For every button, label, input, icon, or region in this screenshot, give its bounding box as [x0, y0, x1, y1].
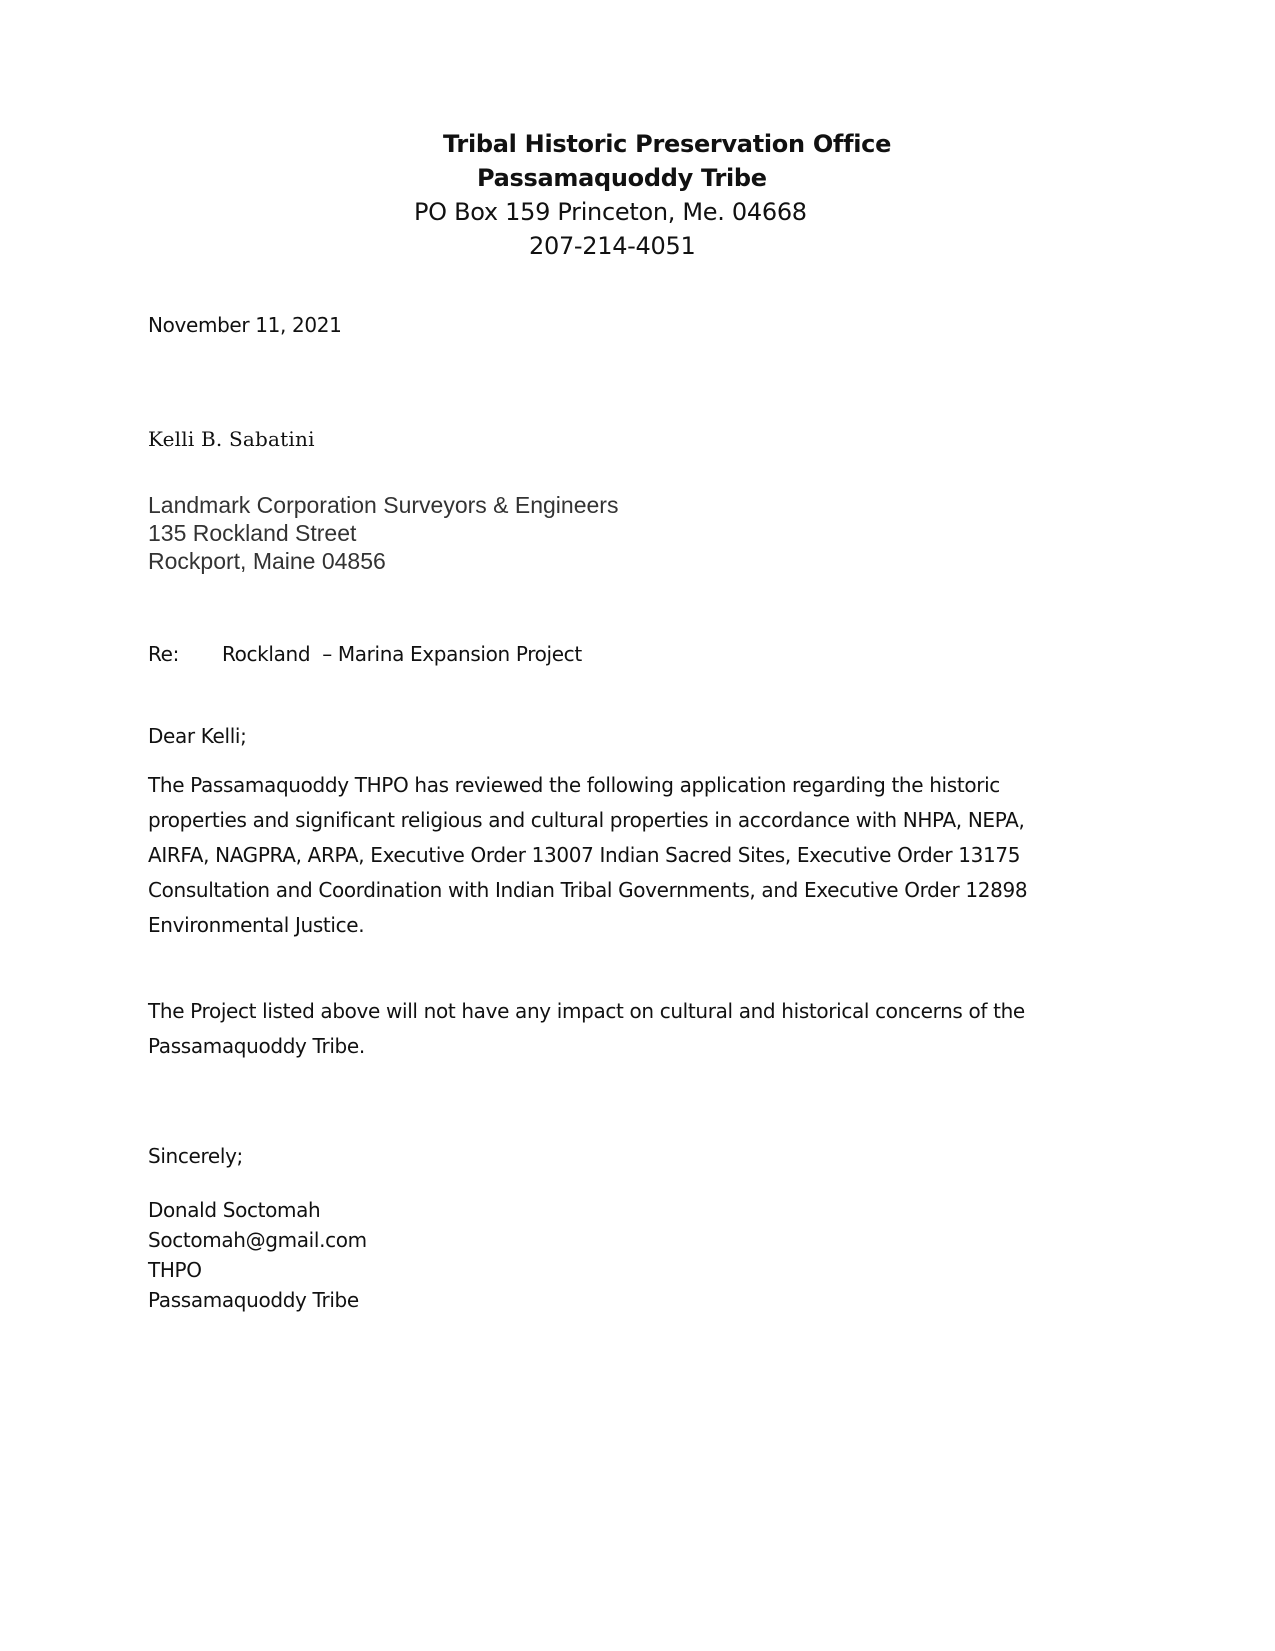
- paragraph-1-line: Environmental Justice.: [148, 913, 365, 937]
- paragraph-1-line: properties and significant religious and cultural properties in accordance with NHPA, NEPA,: [148, 808, 1025, 832]
- salutation: Dear Kelli;: [148, 724, 247, 748]
- subject-label: Re:: [148, 642, 179, 666]
- closing: Sincerely;: [148, 1144, 243, 1168]
- signature-email: Soctomah@gmail.com: [148, 1228, 367, 1252]
- signature-name: Donald Soctomah: [148, 1198, 321, 1222]
- recipient-name: Kelli B. Sabatini: [148, 427, 315, 451]
- paragraph-1-line: AIRFA, NAGPRA, ARPA, Executive Order 13007 Indian Sacred Sites, Executive Order 13175: [148, 843, 1021, 867]
- subject-text: Rockland – Marina Expansion Project: [222, 642, 582, 666]
- paragraph-1-line: The Passamaquoddy THPO has reviewed the following application regarding the historic: [148, 773, 1000, 797]
- signature-organization: Passamaquoddy Tribe: [148, 1288, 359, 1312]
- recipient-company: Landmark Corporation Surveyors & Engineers: [148, 492, 619, 518]
- body-paragraph-1: [148, 768, 1088, 943]
- letterhead-office: Tribal Historic Preservation Office: [443, 130, 892, 158]
- letter-date: November 11, 2021: [148, 313, 342, 337]
- paragraph-2-line: Passamaquoddy Tribe.: [148, 1034, 365, 1058]
- recipient-street: 135 Rockland Street: [148, 520, 357, 546]
- letterhead-address: PO Box 159 Princeton, Me. 04668: [414, 198, 807, 226]
- paragraph-1-line: Consultation and Coordination with Indian Tribal Governments, and Executive Order 12898: [148, 878, 1028, 902]
- signature-title: THPO: [148, 1258, 202, 1282]
- letterhead-tribe: Passamaquoddy Tribe: [477, 164, 767, 192]
- recipient-city: Rockport, Maine 04856: [148, 548, 386, 574]
- body-paragraph-2: [148, 994, 1088, 1064]
- letterhead-phone: 207-214-4051: [529, 232, 696, 260]
- paragraph-2-line: The Project listed above will not have any impact on cultural and historical concerns of the: [148, 999, 1025, 1023]
